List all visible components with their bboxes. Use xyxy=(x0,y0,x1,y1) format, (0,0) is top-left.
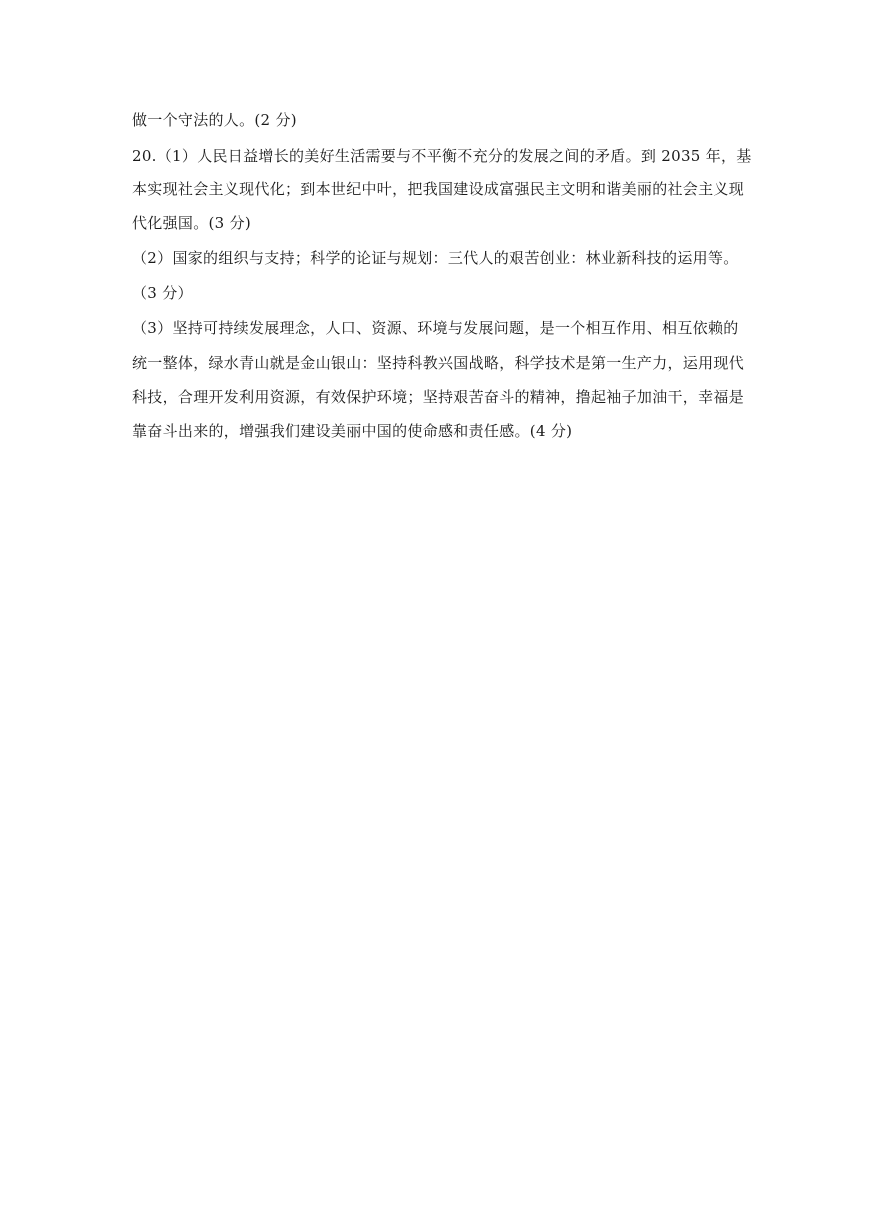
answer-20-part-2-line-1: （2）国家的组织与支持；科学的论证与规划：三代人的艰苦创业：林业新科技的运用等。 xyxy=(132,249,739,267)
answer-20-part-3-line-4: 靠奋斗出来的，增强我们建设美丽中国的使命感和责任感。(4 分) xyxy=(132,422,573,440)
answer-line-1: 做一个守法的人。(2 分) xyxy=(132,111,297,129)
answer-20-part-2-line-2: （3 分） xyxy=(132,284,193,302)
answer-20-part-3-line-1: （3）坚持可持续发展理念，人口、资源、环境与发展问题，是一个相互作用、相互依赖的 xyxy=(132,319,739,337)
answer-20-part-3-line-2: 统一整体，绿水青山就是金山银山：坚持科教兴国战略，科学技术是第一生产力，运用现代 xyxy=(132,354,745,372)
answer-20-part-1-line-1: 20.（1）人民日益增长的美好生活需要与不平衡不充分的发展之间的矛盾。到 2035 年，基 xyxy=(132,147,752,165)
answer-20-part-3-line-3: 科技，合理开发利用资源，有效保护环境；坚持艰苦奋斗的精神，撸起袖子加油干，幸福是 xyxy=(132,388,745,406)
answer-20-part-1-line-2: 本实现社会主义现代化；到本世纪中叶，把我国建设成富强民主文明和谐美丽的社会主义现 xyxy=(132,180,745,198)
answer-20-part-1-line-3: 代化强国。(3 分) xyxy=(132,214,252,232)
